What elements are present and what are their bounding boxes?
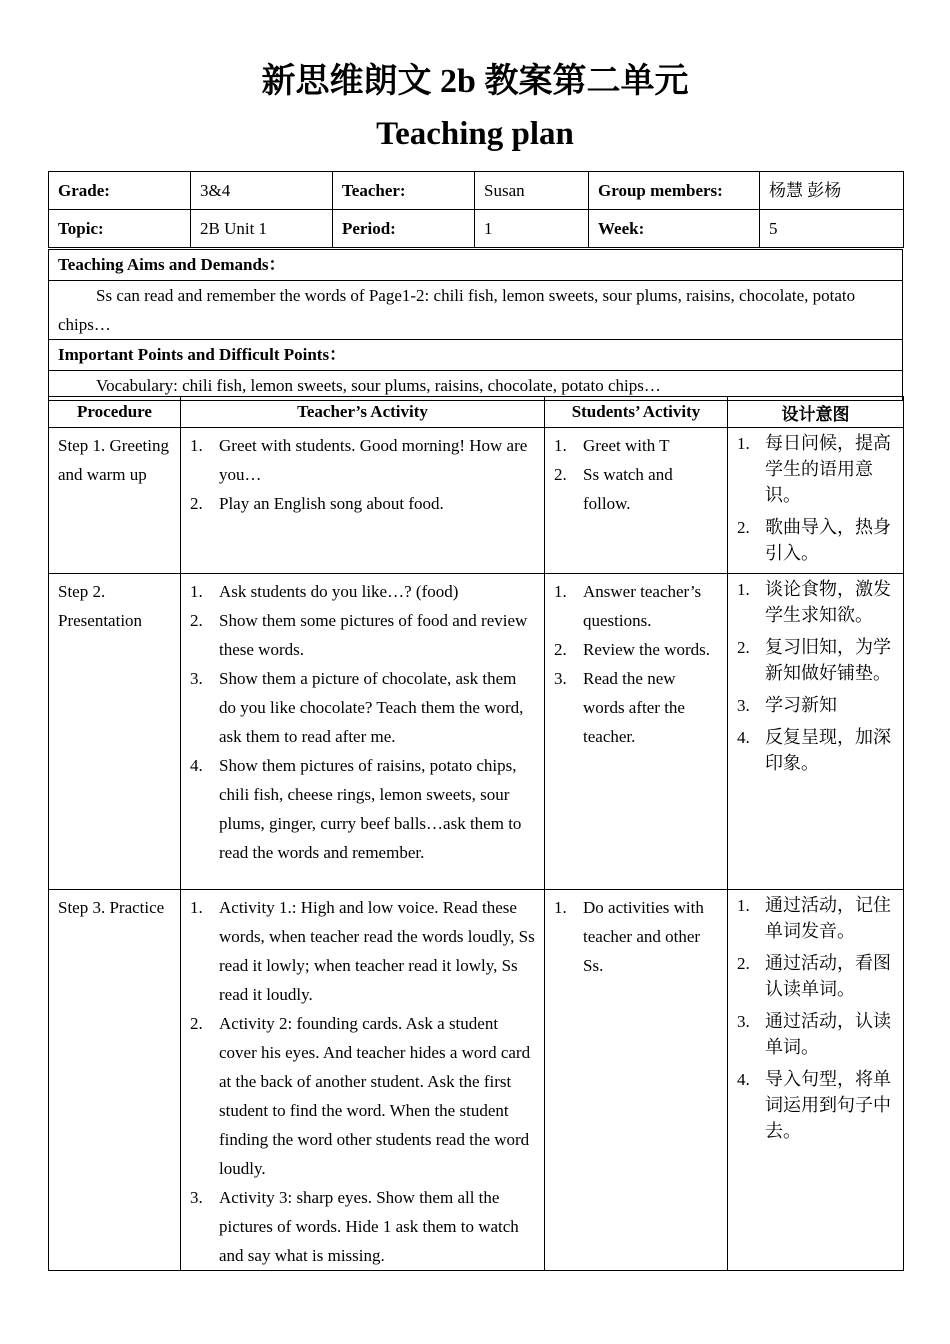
list-item: 3. 学习新知	[737, 695, 837, 716]
list-item: 3. 通过活动，认读单词。	[737, 1011, 891, 1058]
list-item: 1. 每日问候，提高学生的语用意识。	[737, 433, 891, 506]
design-intent-cell	[728, 574, 904, 890]
list-item: 1. Answer teacher’s questions.	[554, 582, 702, 630]
procedure-header-row	[49, 397, 904, 428]
points-text: Vocabulary: chili fish, lemon sweets, sour plums, raisins, chocolate, potato chips…	[49, 371, 903, 401]
students-activity-cell	[545, 574, 728, 890]
points-heading: Important Points and Difficult Points：	[49, 340, 903, 371]
students-activity-header: Students’ Activity	[545, 397, 728, 428]
list-item: 2. Play an English song about food.	[190, 494, 444, 513]
group-members-label: Group members:	[589, 172, 760, 210]
list-item: 1. Greet with T	[554, 436, 670, 455]
info-row-1	[49, 172, 904, 210]
students-activity-cell	[545, 890, 728, 1271]
teacher-label: Teacher:	[333, 172, 475, 210]
topic-value: 2B Unit 1	[191, 210, 333, 248]
topic-label: Topic:	[49, 210, 191, 248]
teacher-activity-cell	[181, 890, 545, 1271]
list-item: 3. Show them a picture of chocolate, ask them do you like chocolate? Teach them the word, ask them to read after me.	[190, 669, 524, 746]
list-item: 3. Activity 3: sharp eyes. Show them all the pictures of words. Hide 1 ask them to watch and say what is missing.	[190, 1188, 519, 1265]
design-intent-cell	[728, 890, 904, 1271]
list-item: 4. 反复呈现，加深印象。	[737, 727, 891, 774]
step-name: Step 2. Presentation	[49, 574, 181, 890]
list-item: 3. Read the new words after the teacher.	[554, 669, 685, 746]
design-intent-header: 设计意图	[728, 397, 904, 428]
period-value: 1	[475, 210, 589, 248]
aims-text: Ss can read and remember the words of Page1-2: chili fish, lemon sweets, sour plums, raisins, chocolate, potato chips…	[49, 281, 903, 340]
students-activity-cell	[545, 428, 728, 574]
teacher-activity-cell	[181, 428, 545, 574]
step-name: Step 3. Practice	[49, 890, 181, 1271]
list-item: 1. Ask students do you like…? (food)	[190, 582, 459, 601]
step-row	[49, 574, 904, 890]
list-item: 2. Show them some pictures of food and review these words.	[190, 611, 528, 659]
aims-table	[48, 249, 903, 401]
teacher-activity-header: Teacher’s Activity	[181, 397, 545, 428]
list-item: 4. 导入句型，将单词运用到句子中去。	[737, 1069, 891, 1142]
list-item: 2. Ss watch and follow.	[554, 465, 673, 513]
info-row-2	[49, 210, 904, 248]
list-item: 1. 谈论食物，激发学生求知欲。	[737, 579, 891, 626]
teacher-value: Susan	[475, 172, 589, 210]
procedure-header: Procedure	[49, 397, 181, 428]
list-item: 2. Review the words.	[554, 640, 711, 659]
week-value: 5	[760, 210, 904, 248]
list-item: 2. Activity 2: founding cards. Ask a student cover his eyes. And teacher hides a word card at the back of another student. Ask the first student to find the word. When the student finding the word other students read the word loudly.	[190, 1014, 531, 1178]
group-members-value: 杨慧 彭杨	[760, 172, 904, 210]
aims-heading: Teaching Aims and Demands：	[49, 250, 903, 281]
grade-label: Grade:	[49, 172, 191, 210]
design-intent-cell	[728, 428, 904, 574]
page-title-chinese: 新思维朗文 2b 教案第二单元	[261, 63, 689, 100]
list-item: 2. 歌曲导入，热身引入。	[737, 517, 891, 564]
page-title-english: Teaching plan	[376, 116, 574, 152]
list-item: 2. 复习旧知，为学新知做好铺垫。	[737, 637, 891, 684]
week-label: Week:	[589, 210, 760, 248]
list-item: 1. Do activities with teacher and other Ss.	[554, 898, 704, 975]
list-item: 1. 通过活动，记住单词发音。	[737, 895, 891, 942]
step-row	[49, 428, 904, 574]
procedure-table	[48, 396, 904, 1271]
list-item: 2. 通过活动，看图认读单词。	[737, 953, 891, 1000]
step-name: Step 1. Greeting and warm up	[49, 428, 181, 574]
list-item: 1. Activity 1.: High and low voice. Read these words, when teacher read the words loudly, Ss read it lowly; when teacher read it lowly, Ss read it loudly.	[190, 898, 535, 1004]
period-label: Period:	[333, 210, 475, 248]
info-table	[48, 171, 904, 248]
list-item: 1. Greet with students. Good morning! How are you…	[190, 436, 528, 484]
teacher-activity-cell	[181, 574, 545, 890]
step-row	[49, 890, 904, 1271]
list-item: 4. Show them pictures of raisins, potato chips, chili fish, cheese rings, lemon sweets, sour plums, ginger, curry beef balls…ask them to read the words and remember.	[190, 756, 522, 862]
grade-value: 3&4	[191, 172, 333, 210]
